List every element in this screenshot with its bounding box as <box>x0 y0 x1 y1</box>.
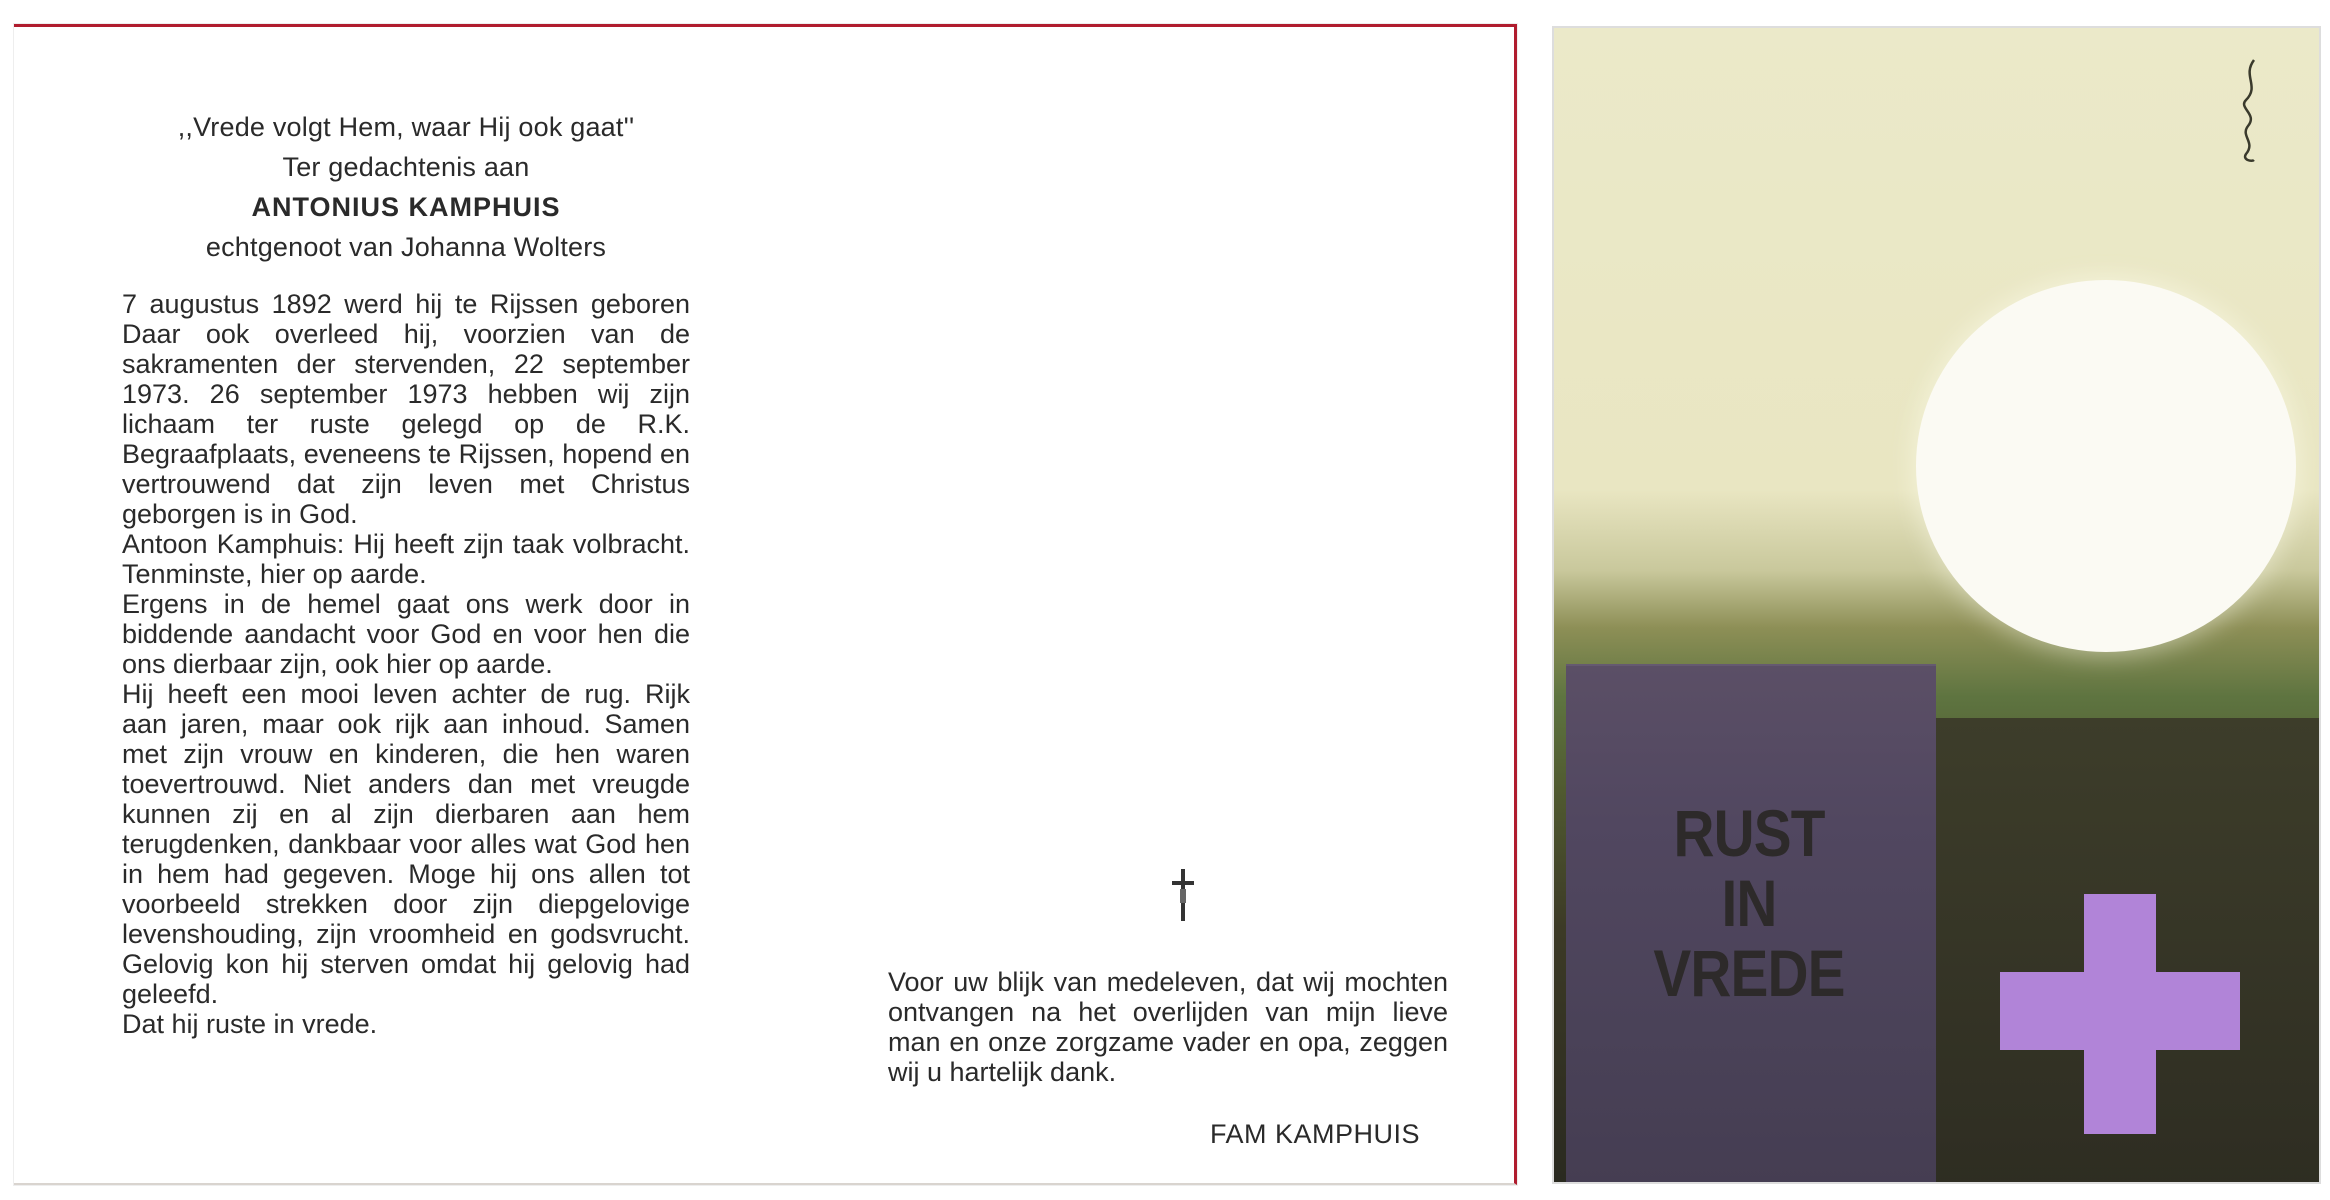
cover-card <box>1552 26 2321 1184</box>
memorial-text-panel <box>122 107 690 1039</box>
biography-paragraph: Ergens in de hemel gaat ons werk door in biddende aandacht voor God en voor hen die ons dierbaar zijn, ook hier op aarde. <box>122 589 690 679</box>
family-signature: FAM KAMPHUIS <box>1210 1119 1421 1149</box>
thanks-text: Voor uw blijk van medeleven, dat wij mochten ontvangen na het overlijden van mijn lieve man en onze zorgzame vader en opa, zeggen wij u hartelijk dank. <box>888 967 1448 1087</box>
biography-paragraph: Antoon Kamphuis: Hij heeft zijn taak volbracht. Tenminste, hier op aarde. <box>122 529 690 589</box>
memory-line: Ter gedachtenis aan <box>282 152 530 182</box>
cover-title <box>1633 798 1865 1008</box>
biography <box>122 289 690 1039</box>
cover-title-line: IN <box>1721 866 1777 940</box>
biography-paragraph: Dat hij ruste in vrede. <box>122 1009 378 1039</box>
sun-circle <box>1916 280 2296 652</box>
biography-paragraph: Hij heeft een mooi leven achter de rug. Rijk aan jaren, maar ook rijk aan inhoud. Samen met zijn vrouw en kinderen, die hen waren toevertrouwd. Niet anders dan met vreugde kunnen zij en al zijn dierbaren aan hem terugdenken, dankbaar voor alles wat God hen in hem had gegeven. Moge hij ons allen tot voorbeeld strekken door zijn diepgelovige levenshouding, zijn vroomheid en godsvrucht. Gelovig kon hij sterven omdat hij gelovig had geleefd. <box>122 679 690 1009</box>
inner-card <box>14 24 1517 1185</box>
motto: ,,Vrede volgt Hem, waar Hij ook gaat'' <box>177 112 635 142</box>
purple-cross-icon <box>2000 894 2240 1134</box>
cover-title-line: RUST <box>1673 796 1825 870</box>
biography-paragraph: 7 augustus 1892 werd hij te Rijssen geboren Daar ook overleed hij, voorzien van de sakramenten der stervenden, 22 september 1973. 26 september 1973 hebben wij zijn lichaam ter ruste gelegd op de R.K. Begraafplaats, eveneens te Rijssen, hopend en vertrouwend dat zijn leven met Christus geborgen is in God. <box>122 289 690 529</box>
deceased-name: ANTONIUS KAMPHUIS <box>251 192 561 222</box>
spouse-line: echtgenoot van Johanna Wolters <box>205 232 607 262</box>
artist-signature-icon <box>2234 56 2268 166</box>
cross-horizontal-bar <box>2000 972 2240 1050</box>
small-cross-icon <box>1168 867 1198 923</box>
cover-title-line: VREDE <box>1653 936 1845 1010</box>
